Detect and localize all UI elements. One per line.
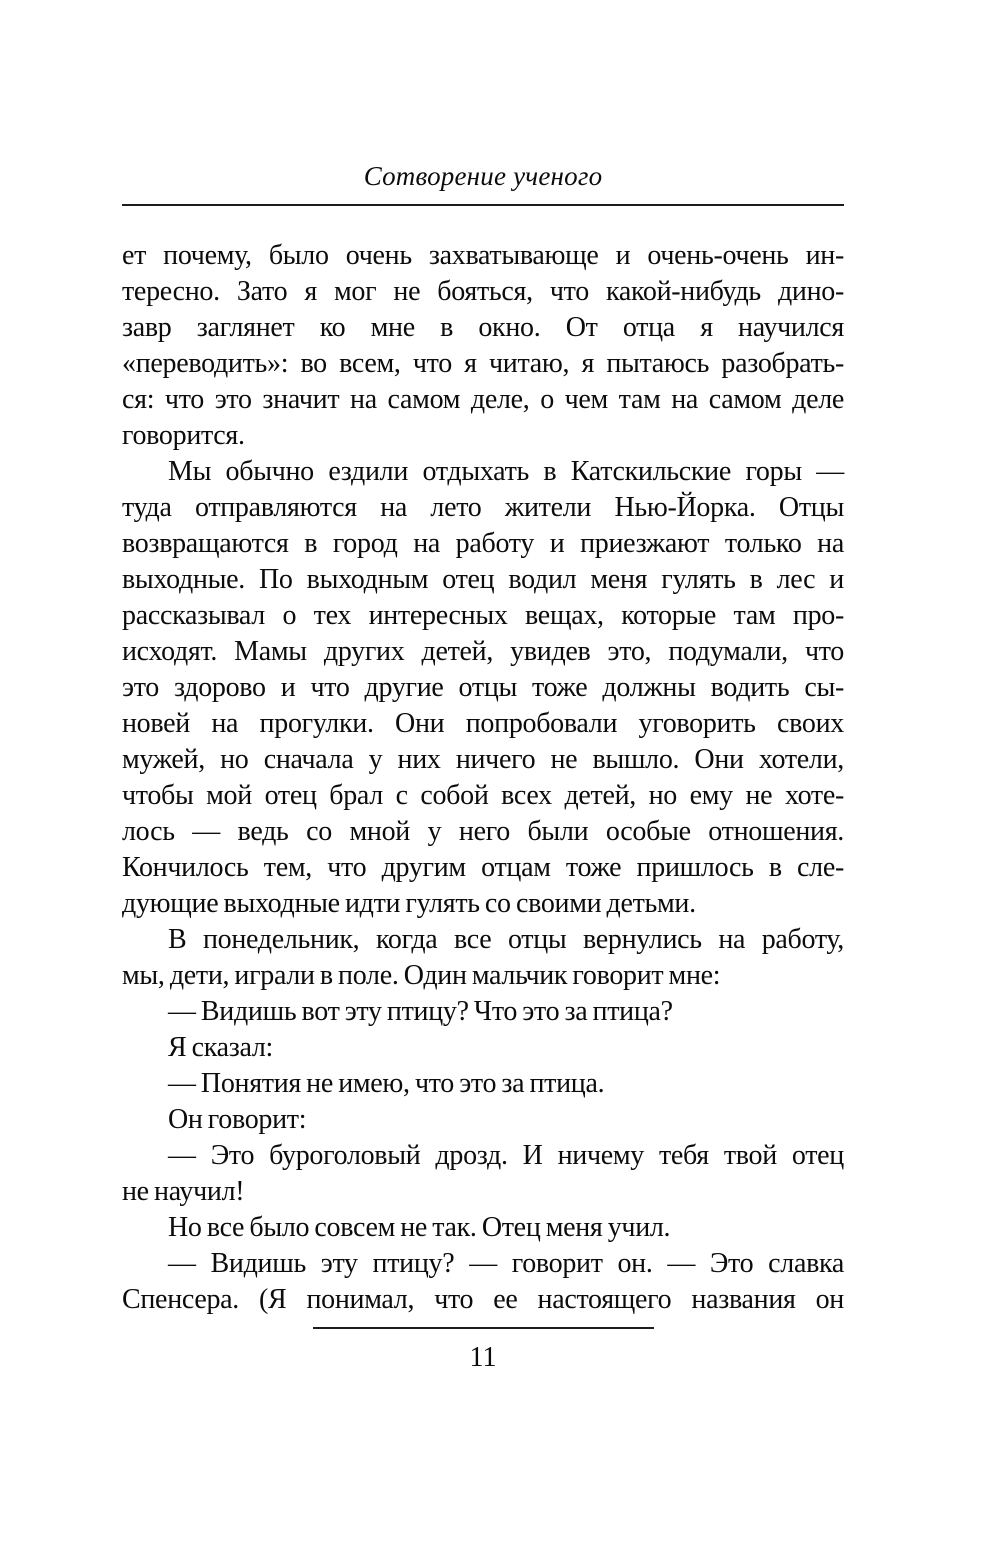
body-text [122, 238, 844, 1318]
page-number: 11 [469, 1342, 497, 1373]
text-line: новей на прогулки. Они попробовали уговорить своих [122, 708, 844, 739]
text-line: дующие выходные идти гулять со своими детьми. [122, 888, 696, 919]
text-line: ся: что это значит на самом деле, о чем там на самом деле [122, 384, 844, 415]
text-line: Кончилось тем, что другим отцам тоже пришлось в сле- [122, 852, 844, 883]
text-line: чтобы мой отец брал с собой всех детей, но ему не хоте- [122, 780, 844, 811]
paragraph [122, 994, 844, 1030]
text-line: Мы обычно ездили отдыхать в Катскильские горы — [168, 456, 844, 487]
text-line: говорится. [122, 420, 245, 451]
text-line: лось — ведь со мной у него были особые отношения. [122, 816, 844, 847]
text-line: — Понятия не имею, что это за птица. [168, 1068, 605, 1099]
paragraph [122, 1210, 844, 1246]
paragraph [122, 454, 844, 922]
text-line: Спенсера. (Я понимал, что ее настоящего названия он [122, 1284, 844, 1315]
footer-rule [313, 1327, 654, 1329]
text-line: ет почему, было очень захватывающе и очень-очень ин- [122, 240, 844, 271]
text-line: завр заглянет ко мне в окно. От отца я научился [122, 312, 844, 343]
header-rule [122, 204, 844, 206]
paragraph [122, 1246, 844, 1318]
paragraph [122, 1102, 844, 1138]
text-line: исходят. Мамы других детей, увидев это, подумали, что [122, 636, 844, 667]
text-line: Но все было совсем не так. Отец меня учил. [168, 1212, 671, 1243]
paragraph [122, 1066, 844, 1102]
text-line: туда отправляются на лето жители Нью-Йорка. Отцы [122, 492, 844, 523]
paragraph [122, 1030, 844, 1066]
text-line: возвращаются в город на работу и приезжают только на [122, 528, 844, 559]
text-line: не научил! [122, 1176, 245, 1207]
running-head: Сотворение ученого [363, 161, 603, 191]
text-line: «переводить»: во всем, что я читаю, я пытаюсь разобрать- [122, 348, 844, 379]
text-line: — Видишь эту птицу? — говорит он. — Это славка [168, 1248, 844, 1279]
text-line: мужей, но сначала у них ничего не вышло. Они хотели, [122, 744, 844, 775]
paragraph [122, 238, 844, 454]
text-line: это здорово и что другие отцы тоже должны водить сы- [122, 672, 844, 703]
text-line: выходные. По выходным отец водил меня гулять в лес и [122, 564, 844, 595]
text-line: мы, дети, играли в поле. Один мальчик говорит мне: [122, 960, 721, 991]
paragraph [122, 922, 844, 994]
paragraph [122, 1138, 844, 1210]
text-line: В понедельник, когда все отцы вернулись на работу, [168, 924, 844, 955]
text-line: — Видишь вот эту птицу? Что это за птица? [168, 996, 673, 1027]
text-line: — Это буроголовый дрозд. И ничему тебя твой отец [168, 1140, 844, 1171]
text-line: тересно. Зато я мог не бояться, что какой-нибудь дино- [122, 276, 844, 307]
text-line: Я сказал: [168, 1032, 273, 1063]
text-line: рассказывал о тех интересных вещах, которые там про- [122, 600, 844, 631]
text-line: Он говорит: [168, 1104, 307, 1135]
